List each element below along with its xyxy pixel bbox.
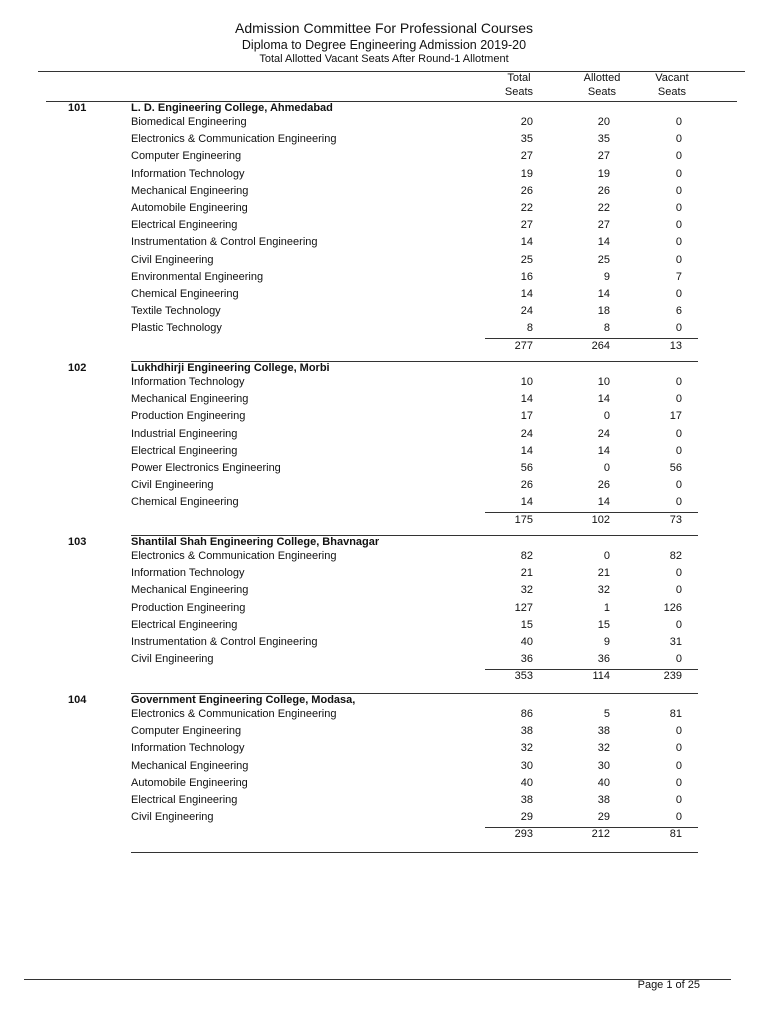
college-name: Government Engineering College, Modasa,: [131, 694, 356, 706]
table-row: [0, 810, 768, 827]
subtotal-vacant: 81: [669, 828, 682, 841]
table-row: [0, 375, 768, 392]
allotted-seats: 9: [603, 636, 610, 648]
subtotal-total: 175: [514, 513, 533, 526]
branch-name: Civil Engineering: [131, 811, 214, 824]
table-row: [0, 461, 768, 478]
vacant-seats: 0: [675, 236, 682, 249]
total-seats: 30: [520, 759, 533, 772]
branch-name: Computer Engineering: [131, 725, 242, 738]
table-row: [0, 776, 768, 793]
table-row: [0, 218, 768, 235]
allotted-seats: 27: [597, 150, 610, 163]
vacant-seats: 0: [675, 776, 682, 789]
table-row: [0, 321, 768, 338]
total-seats: 17: [520, 410, 533, 423]
vacant-seats: 0: [675, 116, 682, 128]
table-row: [0, 793, 768, 810]
allotted-seats: 24: [597, 427, 610, 440]
vacant-seats: 0: [675, 427, 682, 440]
subtotal-total: 277: [514, 339, 533, 352]
total-seats: 82: [520, 550, 533, 562]
allotted-seats: 14: [597, 393, 610, 406]
table-row: [0, 287, 768, 304]
allotted-seats: 21: [597, 567, 610, 580]
allotted-seats: 20: [597, 116, 610, 128]
total-seats: 21: [520, 567, 533, 580]
subtotal-allotted: 102: [591, 513, 610, 526]
allotted-seats: 1: [603, 601, 610, 614]
table-row: [0, 427, 768, 444]
table-row: [0, 253, 768, 270]
vacant-seats: 0: [675, 759, 682, 772]
vacant-seats: 0: [675, 496, 682, 509]
total-seats: 10: [520, 376, 533, 388]
branch-name: Mechanical Engineering: [131, 393, 249, 406]
table-row: [0, 409, 768, 426]
branch-name: Electronics & Communication Engineering: [131, 550, 337, 562]
allotted-seats: 29: [597, 811, 610, 824]
total-seats: 26: [520, 184, 533, 197]
branch-name: Civil Engineering: [131, 253, 214, 266]
total-seats: 40: [520, 776, 533, 789]
college-name: Lukhdhirji Engineering College, Morbi: [131, 362, 330, 374]
total-seats: 35: [520, 133, 533, 146]
table-row: [0, 184, 768, 201]
allotted-seats: 18: [597, 305, 610, 318]
branch-name: Automobile Engineering: [131, 202, 248, 214]
college-code: 101: [68, 102, 87, 114]
subtotal-vacant: 73: [669, 513, 682, 526]
total-seats: 24: [520, 427, 533, 440]
total-seats: 27: [520, 219, 533, 232]
total-seats: 29: [520, 811, 533, 824]
table-row: [0, 167, 768, 184]
report-title: Total Allotted Vacant Seats After Round-1 Allotment: [259, 53, 509, 65]
branch-name: Instrumentation & Control Engineering: [131, 236, 318, 249]
column-header-allotted: Allotted Seats: [583, 72, 621, 98]
allotted-seats: 19: [597, 167, 610, 180]
branch-name: Electronics & Communication Engineering: [131, 708, 337, 720]
allotted-seats: 38: [597, 794, 610, 806]
total-seats: 25: [520, 253, 533, 266]
vacant-seats: 0: [675, 184, 682, 197]
document-subtitle: Diploma to Degree Engineering Admission 2019-20: [241, 38, 527, 52]
vacant-seats: 0: [675, 376, 682, 388]
table-row: [0, 132, 768, 149]
subtotal-vacant: 13: [669, 339, 682, 352]
branch-name: Chemical Engineering: [131, 496, 239, 509]
branch-name: Electrical Engineering: [131, 444, 238, 457]
table-end-rule: [131, 852, 698, 853]
allotted-seats: 40: [597, 776, 610, 789]
vacant-seats: 6: [675, 305, 682, 318]
page-number: Page 1 of 25: [637, 979, 700, 991]
allotted-seats: 32: [597, 742, 610, 755]
branch-name: Electrical Engineering: [131, 618, 238, 631]
allotted-seats: 27: [597, 219, 610, 232]
branch-name: Electronics & Communication Engineering: [131, 133, 337, 146]
total-seats: 127: [514, 601, 533, 614]
branch-name: Information Technology: [131, 742, 245, 755]
branch-name: Electrical Engineering: [131, 219, 238, 232]
vacant-seats: 82: [669, 550, 682, 562]
allotted-seats: 9: [603, 270, 610, 283]
vacant-seats: 0: [675, 322, 682, 335]
table-row: [0, 549, 768, 566]
table-row: [0, 149, 768, 166]
total-seats: 86: [520, 708, 533, 720]
allotted-seats: 36: [597, 653, 610, 666]
branch-name: Biomedical Engineering: [131, 116, 247, 128]
table-row: [0, 566, 768, 583]
total-seats: 8: [526, 322, 533, 335]
allotted-seats: 0: [603, 550, 610, 562]
table-row: [0, 201, 768, 218]
total-seats: 38: [520, 794, 533, 806]
vacant-seats: 0: [675, 150, 682, 163]
branch-name: Production Engineering: [131, 601, 246, 614]
allotted-seats: 0: [603, 410, 610, 423]
vacant-seats: 0: [675, 742, 682, 755]
table-row: [0, 392, 768, 409]
subtotal-vacant: 239: [663, 670, 682, 683]
table-row: [0, 741, 768, 758]
subtotal-total: 293: [514, 828, 533, 841]
subtotal-allotted: 212: [591, 828, 610, 841]
table-row: [0, 304, 768, 321]
table-row: [0, 635, 768, 652]
college-name: L. D. Engineering College, Ahmedabad: [131, 102, 333, 114]
allotted-seats: 22: [597, 202, 610, 214]
allotted-seats: 8: [603, 322, 610, 335]
branch-name: Environmental Engineering: [131, 270, 264, 283]
table-row: [0, 707, 768, 724]
table-row: [0, 652, 768, 669]
subtotal-total: 353: [514, 670, 533, 683]
vacant-seats: 0: [675, 444, 682, 457]
total-seats: 16: [520, 270, 533, 283]
total-seats: 14: [520, 236, 533, 249]
allotted-seats: 30: [597, 759, 610, 772]
allotted-seats: 0: [603, 462, 610, 474]
allotted-seats: 14: [597, 236, 610, 249]
table-row: [0, 115, 768, 132]
college-name: Shantilal Shah Engineering College, Bhavnagar: [131, 536, 380, 548]
total-seats: 32: [520, 742, 533, 755]
branch-name: Instrumentation & Control Engineering: [131, 636, 318, 648]
allotted-seats: 15: [597, 618, 610, 631]
subtotal-allotted: 114: [592, 670, 610, 683]
vacant-seats: 7: [675, 270, 682, 283]
table-row: [0, 724, 768, 741]
table-row: [0, 235, 768, 252]
allotted-seats: 14: [597, 444, 610, 457]
subtotal-allotted: 264: [591, 339, 610, 352]
college-code: 103: [68, 536, 87, 548]
allotted-seats: 25: [597, 253, 610, 266]
table-row: [0, 618, 768, 635]
total-seats: 36: [520, 653, 533, 666]
total-seats: 14: [520, 288, 533, 300]
branch-name: Chemical Engineering: [131, 288, 239, 300]
branch-name: Mechanical Engineering: [131, 184, 249, 197]
subtotal-row: [0, 669, 768, 686]
table-row: [0, 444, 768, 461]
vacant-seats: 0: [675, 811, 682, 824]
column-header-vacant: Vacant Seats: [655, 72, 689, 98]
total-seats: 32: [520, 584, 533, 597]
vacant-seats: 0: [675, 219, 682, 232]
branch-name: Production Engineering: [131, 410, 246, 423]
branch-name: Information Technology: [131, 376, 245, 388]
allotted-seats: 38: [597, 725, 610, 738]
branch-name: Information Technology: [131, 567, 245, 580]
vacant-seats: 56: [669, 462, 682, 474]
column-header-total: Total Seats: [504, 72, 534, 98]
branch-name: Power Electronics Engineering: [131, 462, 281, 474]
vacant-seats: 0: [675, 653, 682, 666]
vacant-seats: 126: [663, 601, 682, 614]
vacant-seats: 0: [675, 794, 682, 806]
vacant-seats: 0: [675, 584, 682, 597]
vacant-seats: 31: [669, 636, 682, 648]
vacant-seats: 0: [675, 202, 682, 214]
branch-name: Computer Engineering: [131, 150, 242, 163]
total-seats: 15: [520, 618, 533, 631]
branch-name: Industrial Engineering: [131, 427, 238, 440]
allotted-seats: 10: [597, 376, 610, 388]
total-seats: 40: [520, 636, 533, 648]
allotted-seats: 26: [597, 184, 610, 197]
subtotal-row: [0, 827, 768, 844]
total-seats: 19: [520, 167, 533, 180]
total-seats: 14: [520, 444, 533, 457]
table-row: [0, 601, 768, 618]
vacant-seats: 0: [675, 288, 682, 300]
vacant-seats: 0: [675, 725, 682, 738]
allotted-seats: 14: [597, 496, 610, 509]
branch-name: Plastic Technology: [131, 322, 222, 335]
total-seats: 26: [520, 479, 533, 492]
subtotal-row: [0, 513, 768, 530]
branch-name: Mechanical Engineering: [131, 584, 249, 597]
branch-name: Mechanical Engineering: [131, 759, 249, 772]
total-seats: 14: [520, 393, 533, 406]
table-row: [0, 759, 768, 776]
allotted-seats: 14: [597, 288, 610, 300]
header-top-rule: [38, 71, 745, 72]
allotted-seats: 26: [597, 479, 610, 492]
vacant-seats: 0: [675, 479, 682, 492]
total-seats: 56: [520, 462, 533, 474]
vacant-seats: 81: [669, 708, 682, 720]
document-title: Admission Committee For Professional Courses: [235, 20, 533, 36]
branch-name: Textile Technology: [131, 305, 221, 318]
allotted-seats: 5: [603, 708, 610, 720]
vacant-seats: 0: [675, 133, 682, 146]
table-row: [0, 583, 768, 600]
vacant-seats: 0: [675, 618, 682, 631]
branch-name: Automobile Engineering: [131, 776, 248, 789]
college-code: 102: [68, 362, 87, 374]
branch-name: Electrical Engineering: [131, 794, 238, 806]
footer-rule: [24, 979, 731, 980]
vacant-seats: 0: [675, 567, 682, 580]
allotted-seats: 35: [597, 133, 610, 146]
table-row: [0, 270, 768, 287]
vacant-seats: 0: [675, 393, 682, 406]
vacant-seats: 17: [669, 410, 682, 423]
total-seats: 22: [520, 202, 533, 214]
total-seats: 14: [520, 496, 533, 509]
branch-name: Information Technology: [131, 167, 245, 180]
total-seats: 20: [520, 116, 533, 128]
vacant-seats: 0: [675, 167, 682, 180]
college-code: 104: [68, 694, 87, 706]
branch-name: Civil Engineering: [131, 653, 214, 666]
branch-name: Civil Engineering: [131, 479, 214, 492]
table-row: [0, 495, 768, 512]
allotted-seats: 32: [597, 584, 610, 597]
vacant-seats: 0: [675, 253, 682, 266]
subtotal-row: [0, 339, 768, 356]
total-seats: 38: [520, 725, 533, 738]
total-seats: 27: [520, 150, 533, 163]
total-seats: 24: [520, 305, 533, 318]
table-row: [0, 478, 768, 495]
